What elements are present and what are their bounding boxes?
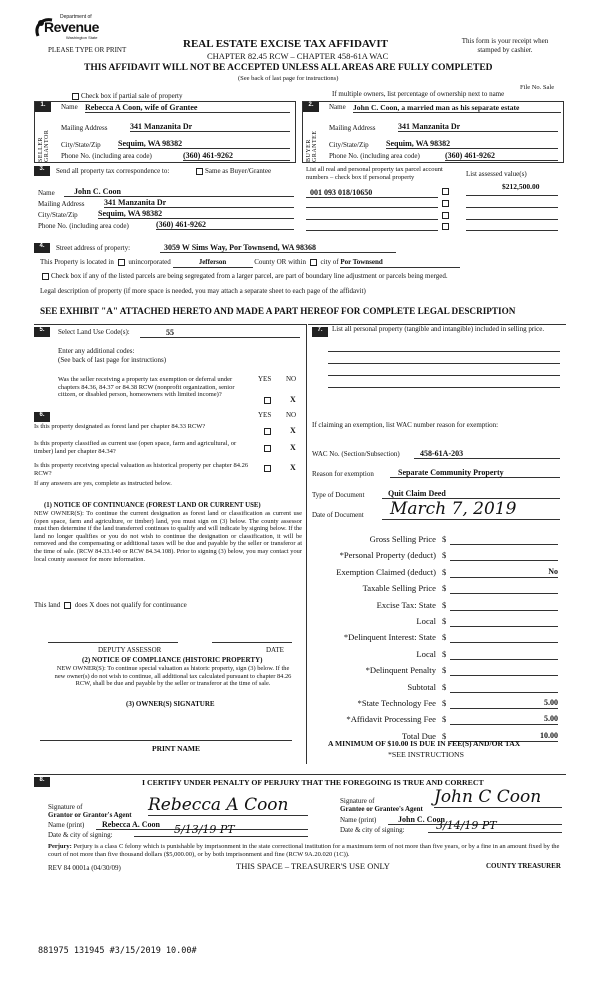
- exemption-no-answer: X: [290, 395, 296, 404]
- buyer-city-field[interactable]: Sequim, WA 98382: [386, 139, 558, 149]
- calc-row-value[interactable]: 5.00: [450, 698, 558, 709]
- docdate-field[interactable]: March 7, 2019: [382, 499, 560, 520]
- calc-row-label: Taxable Selling Price: [362, 583, 436, 594]
- seller-address-field[interactable]: 341 Manzanita Dr: [130, 122, 290, 132]
- perjury-text: [48, 843, 566, 859]
- calc-row-value[interactable]: No: [450, 567, 558, 578]
- forest-land-section: [34, 410, 306, 785]
- segregated-checkbox[interactable]: [40, 272, 448, 281]
- dollar-sign: $: [442, 583, 447, 594]
- land-use-label: Select Land Use Code(s):: [58, 328, 130, 336]
- buyer-name-label: Name: [329, 103, 346, 111]
- unincorporated-checkbox[interactable]: [118, 259, 125, 266]
- doctype-label: Type of Document: [312, 491, 365, 499]
- dollar-sign: $: [442, 566, 447, 577]
- personal-property-checkbox[interactable]: [442, 200, 449, 207]
- deputy-assessor-label: DEPUTY ASSESSOR: [98, 646, 162, 654]
- receipt-note: This form is your receipt when stamped by cashier.: [461, 37, 549, 54]
- exemption-question: Was the seller receiving a property tax exemption or deferral under chapters 84.36, 84.37 or 84.38 RCW (nonprofit organization, senior citizen, or disabled person, homeowners with limited income)?: [58, 376, 235, 398]
- buyer-address-label: Mailing Address: [329, 124, 376, 132]
- dollar-sign: $: [442, 714, 447, 725]
- docdate-label: Date of Document: [312, 511, 364, 519]
- calc-row-value[interactable]: [450, 632, 558, 643]
- see-back-label: (See back of last page for instructions): [58, 356, 167, 364]
- historic-no-answer: X: [290, 463, 296, 472]
- tax-corr-label: Send all property tax correspondence to:: [56, 167, 170, 175]
- seller-phone-field[interactable]: (360) 461-9262: [183, 151, 290, 161]
- dollar-sign: $: [442, 534, 447, 544]
- seller-name-field[interactable]: Rebecca A Coon, wife of Grantee: [85, 103, 290, 113]
- grantor-signature[interactable]: Rebecca A Coon: [148, 795, 308, 816]
- street-field[interactable]: 3059 W Sims Way, Por Townsend, WA 98368: [160, 243, 396, 253]
- section-number: 6.: [34, 412, 50, 422]
- calc-row-label: *Affidavit Processing Fee: [346, 714, 436, 725]
- personal-property-checkbox[interactable]: [442, 212, 449, 219]
- perjury-body: Perjury is a class C felony which is punishable by imprisonment in the state correctional institution for a maximum term of not more than five years, or by a fine in an amount fixed by the court of not more than five thousand dollars ($5,000.00), or by both imprisonment and fine (RCW 9A.20.020 (1C)).: [48, 843, 560, 858]
- seller-city-label: City/State/Zip: [61, 141, 101, 149]
- notice1-title: (1) NOTICE OF CONTINUANCE (FOREST LAND OR CURRENT USE): [44, 502, 261, 509]
- owner-signature-label: (3) OWNER(S) SIGNATURE: [126, 700, 215, 708]
- current-use-yes-checkbox[interactable]: [264, 445, 271, 452]
- checkbox-icon: [42, 273, 49, 280]
- revenue-logo: [32, 14, 102, 44]
- form-chapter: CHAPTER 82.45 RCW – CHAPTER 458-61A WAC: [207, 51, 389, 61]
- located-label: This Property is located in: [40, 258, 114, 266]
- parcels-section: [306, 164, 564, 240]
- wac-label: WAC No. (Section/Subsection): [312, 450, 400, 458]
- does-label: does: [74, 601, 88, 609]
- grantor-agent-label: Grantor or Grantor's Agent: [48, 811, 132, 819]
- dollar-sign: $: [442, 616, 447, 626]
- doctype-field[interactable]: Quit Claim Deed: [382, 489, 560, 499]
- tax-phone-field[interactable]: (360) 461-9262: [156, 220, 294, 230]
- grantee-name-field[interactable]: John C. Coon: [388, 815, 562, 825]
- unincorporated-label: unincorporated: [128, 258, 171, 266]
- reason-field[interactable]: Separate Community Property: [390, 468, 560, 478]
- section-number: 4.: [34, 243, 50, 253]
- calc-row-value[interactable]: [450, 600, 558, 611]
- tax-correspondence-section: [34, 164, 300, 240]
- calc-row-label: Local: [416, 648, 436, 659]
- calc-row-value[interactable]: [450, 649, 558, 660]
- street-label: Street address of property:: [56, 244, 131, 252]
- buyer-section: [302, 101, 564, 163]
- does-checkbox[interactable]: [64, 602, 71, 609]
- tax-address-field[interactable]: 341 Manzanita Dr: [104, 198, 294, 208]
- grantee-name-label: Name (print): [340, 816, 377, 824]
- dollar-sign: $: [442, 665, 447, 676]
- dollar-sign: $: [442, 550, 447, 561]
- calc-row-label: *Delinquent Interest: State: [343, 632, 436, 643]
- land-use-section: [34, 324, 306, 410]
- no-header: NO: [286, 375, 297, 383]
- parcels-label: List all real and personal property tax parcel account numbers – check box if personal property: [306, 166, 443, 181]
- personal-property-checkbox[interactable]: [442, 223, 449, 230]
- partial-sale-label: Check box if partial sale of property: [81, 92, 183, 100]
- receipt-stamp: 881975 131945 #3/15/2019 10.00#: [38, 946, 197, 956]
- personal-property-label: List all personal property (tangible and intangible) included in selling price.: [332, 325, 545, 333]
- calc-row-label: Local: [416, 616, 436, 626]
- same-as-buyer-checkbox[interactable]: [194, 167, 271, 176]
- grantor-name-label: Name (print): [48, 821, 85, 829]
- location-line: [40, 258, 460, 268]
- grantee-date-field[interactable]: 3/14/19 PT: [428, 819, 562, 833]
- checkbox-icon: [196, 168, 203, 175]
- assessed-label: List assessed value(s): [466, 170, 527, 178]
- historic-question: Is this property receiving special valuation as historical property per chapter 84.26 RCW?: [34, 462, 249, 477]
- tax-city-label: City/State/Zip: [38, 211, 78, 219]
- calc-row-value[interactable]: [450, 534, 558, 545]
- exhibit-text: SEE EXHIBIT "A" ATTACHED HERETO AND MADE A PART HEREOF FOR COMPLETE LEGAL DESCRIPTION: [40, 306, 516, 316]
- dollar-sign: $: [442, 648, 447, 659]
- logo-state: Washington State: [66, 35, 98, 40]
- grantor-name-field[interactable]: Rebecca A. Coon: [96, 820, 308, 830]
- tax-phone-label: Phone No. (including area code): [38, 222, 129, 230]
- same-as-label: Same as Buyer/Grantee: [205, 167, 272, 175]
- yes-header: YES: [258, 411, 272, 419]
- dollar-sign: $: [442, 599, 447, 610]
- date-label: DATE: [266, 646, 284, 654]
- calc-row-value[interactable]: [450, 550, 558, 561]
- county-treasurer-label: COUNTY TREASURER: [486, 862, 561, 870]
- exemption-section: [308, 324, 566, 764]
- please-type-text: PLEASE TYPE OR PRINT: [48, 46, 127, 54]
- legal-label: Legal description of property (if more space is needed, you may attach a separate sheet to each page of the affidavit): [40, 287, 366, 295]
- historic-yes-checkbox[interactable]: [264, 465, 271, 472]
- seller-phone-label: Phone No. (including area code): [61, 152, 152, 160]
- current-use-no-answer: X: [290, 443, 296, 452]
- wac-field[interactable]: 458-61A-203: [414, 449, 560, 459]
- tax-name-label: Name: [38, 189, 55, 197]
- buyer-name-field[interactable]: John C. Coon, a married man as his separate estate: [353, 103, 561, 113]
- tax-city-field[interactable]: Sequim, WA 98382: [98, 209, 294, 219]
- wac-claim-label: If claiming an exemption, list WAC number reason for exemption:: [312, 421, 499, 429]
- calc-row-label: Subtotal: [407, 681, 436, 692]
- minimum-note: A MINIMUM OF $10.00 IS DUE IN FEE(S) AND/OR TAX: [328, 739, 521, 748]
- complete-instructions: If any answers are yes, complete as instructed below.: [34, 480, 172, 487]
- dollar-sign: $: [442, 681, 447, 692]
- grantee-sig-of-label: Signature of: [340, 797, 375, 805]
- calc-row-label: Gross Selling Price: [369, 534, 436, 544]
- city-of-label: city of: [320, 258, 339, 266]
- seller-side-label: SELLER GRANTOR: [38, 129, 50, 162]
- perjury-label: Perjury:: [48, 843, 72, 850]
- certification-section: [34, 774, 566, 899]
- buyer-city-label: City/State/Zip: [329, 141, 369, 149]
- forest-yes-checkbox[interactable]: [264, 428, 271, 435]
- buyer-phone-label: Phone No. (including area code): [329, 152, 420, 160]
- county-or-label: County OR within: [254, 258, 306, 266]
- calc-row-label: *State Technology Fee: [357, 698, 436, 708]
- section-number: 7.: [312, 327, 328, 337]
- section-number: 2.: [303, 102, 319, 112]
- calc-row-value[interactable]: [450, 616, 558, 627]
- calc-row-label: *Delinquent Penalty: [365, 665, 436, 676]
- reason-label: Reason for exemption: [312, 470, 374, 478]
- form-title: REAL ESTATE EXCISE TAX AFFIDAVIT: [183, 38, 388, 50]
- exemption-yes-checkbox[interactable]: [264, 397, 271, 404]
- checkbox-icon: [72, 93, 79, 100]
- grantor-date-label: Date & city of signing:: [48, 831, 113, 839]
- forest-no-answer: X: [290, 426, 296, 435]
- calc-row-value[interactable]: [450, 665, 558, 676]
- grantee-signature[interactable]: John C Coon: [434, 787, 562, 808]
- qualify-line: [34, 601, 187, 610]
- assessed-value: $212,500.00: [502, 182, 540, 191]
- dollar-sign: $: [442, 730, 447, 741]
- seller-section: [34, 101, 296, 163]
- notice1-body: NEW OWNER(S): To continue the current designation as forest land or classification as current use (open space, farm and agriculture, or timber) land, you must sign on (3) below. The county assessor must then determine if the land transferred continues to qualify and will indicate by signing below. If the land no longer qualifies or you do not wish to continue the designation or classification, it will be removed and the compensating or additional taxes will be due and payable by the seller or transferor at the time of sale. (RCW 84.33.140 or RCW 84.34.108). Prior to signing (3) below, you may contact your local county assessor for more information.: [34, 510, 302, 563]
- calc-row-value[interactable]: 10.00: [450, 731, 558, 742]
- dollar-sign: $: [442, 632, 447, 643]
- notice2-body: NEW OWNER(S): To continue special valuation as historic property, sign (3) below. If the new owner(s) do not wish to continue, all additional tax calculated pursuant to chapter 84.26 RCW, shall be due and payable by the seller or transferor at the time of sale.: [54, 665, 292, 688]
- section-number: 3.: [34, 166, 50, 176]
- current-use-question: Is this property classified as current use (open space, farm and agricultural, or timber) land per chapter 84.34?: [34, 440, 237, 455]
- grantor-date-field[interactable]: 5/13/19 PT: [134, 823, 308, 837]
- see-back-text: (See back of last page for instructions): [238, 75, 339, 82]
- seller-address-label: Mailing Address: [61, 124, 108, 132]
- section-number: 5.: [34, 327, 50, 337]
- buyer-address-field[interactable]: 341 Manzanita Dr: [398, 122, 558, 132]
- additional-codes-label: Enter any additional codes:: [58, 347, 135, 355]
- grantee-date-label: Date & city of signing:: [340, 826, 405, 834]
- county-field[interactable]: Jefferson: [173, 258, 253, 268]
- see-instructions-note: *SEE INSTRUCTIONS: [388, 750, 465, 759]
- print-name-label: PRINT NAME: [152, 744, 200, 753]
- city-checkbox[interactable]: [310, 259, 317, 266]
- grantee-agent-label: Grantee or Grantee's Agent: [340, 805, 423, 813]
- forest-question: Is this property designated as forest land per chapter 84.33 RCW?: [34, 423, 206, 430]
- certify-text: I CERTIFY UNDER PENALTY OF PERJURY THAT THE FOREGOING IS TRUE AND CORRECT: [142, 778, 484, 787]
- buyer-phone-field[interactable]: (360) 461-9262: [445, 151, 558, 161]
- warning-text: THIS AFFIDAVIT WILL NOT BE ACCEPTED UNLESS ALL AREAS ARE FULLY COMPLETED: [84, 63, 493, 73]
- section-number: 1.: [35, 102, 51, 112]
- parcel-field[interactable]: 001 093 018/10650: [306, 188, 438, 198]
- this-land-label: This land: [34, 601, 61, 609]
- city-field[interactable]: Por Townsend: [340, 258, 460, 268]
- calc-row-label: Exemption Claimed (deduct): [336, 566, 436, 577]
- land-use-field[interactable]: 55: [140, 328, 300, 338]
- calc-row-value[interactable]: 5.00: [450, 714, 558, 725]
- multiple-owners-text: If multiple owners, list percentage of ownership next to name: [332, 90, 505, 98]
- seller-city-field[interactable]: Sequim, WA 98382: [118, 139, 290, 149]
- calc-row-label: Total Due: [401, 730, 436, 741]
- logo-dept: Department of: [60, 14, 92, 20]
- no-header: NO: [286, 411, 297, 419]
- treasurer-use-label: THIS SPACE – TREASURER'S USE ONLY: [236, 861, 390, 871]
- segregated-label: Check box if any of the listed parcels are being segregated from a larger parcel, are part of boundary line adjustment or parcels being merged.: [51, 272, 448, 280]
- tax-address-label: Mailing Address: [38, 200, 85, 208]
- calc-row-label: *Personal Property (deduct): [339, 550, 436, 561]
- calc-row-value[interactable]: [450, 682, 558, 693]
- yes-header: YES: [258, 375, 272, 383]
- file-no-text: File No. Sale: [520, 84, 555, 91]
- section-number: 8.: [34, 777, 50, 787]
- personal-property-checkbox[interactable]: [442, 188, 449, 195]
- calc-row-label: Excise Tax: State: [376, 599, 436, 610]
- rev-label: REV 84 0001a (04/30/09): [48, 864, 121, 872]
- tax-name-field[interactable]: John C. Coon: [64, 187, 294, 197]
- notice2-title: (2) NOTICE OF COMPLIANCE (HISTORIC PROPERTY): [82, 656, 263, 664]
- grantor-sig-of-label: Signature of: [48, 803, 83, 811]
- calc-row-value[interactable]: [450, 583, 558, 594]
- dollar-sign: $: [442, 698, 447, 708]
- logo-word: Revenue: [44, 19, 99, 35]
- partial-sale-checkbox[interactable]: [70, 92, 182, 101]
- seller-name-label: Name: [61, 103, 78, 111]
- buyer-side-label: BUYER GRANTEE: [306, 130, 318, 162]
- does-not-label: X does not qualify for continuance: [89, 601, 187, 609]
